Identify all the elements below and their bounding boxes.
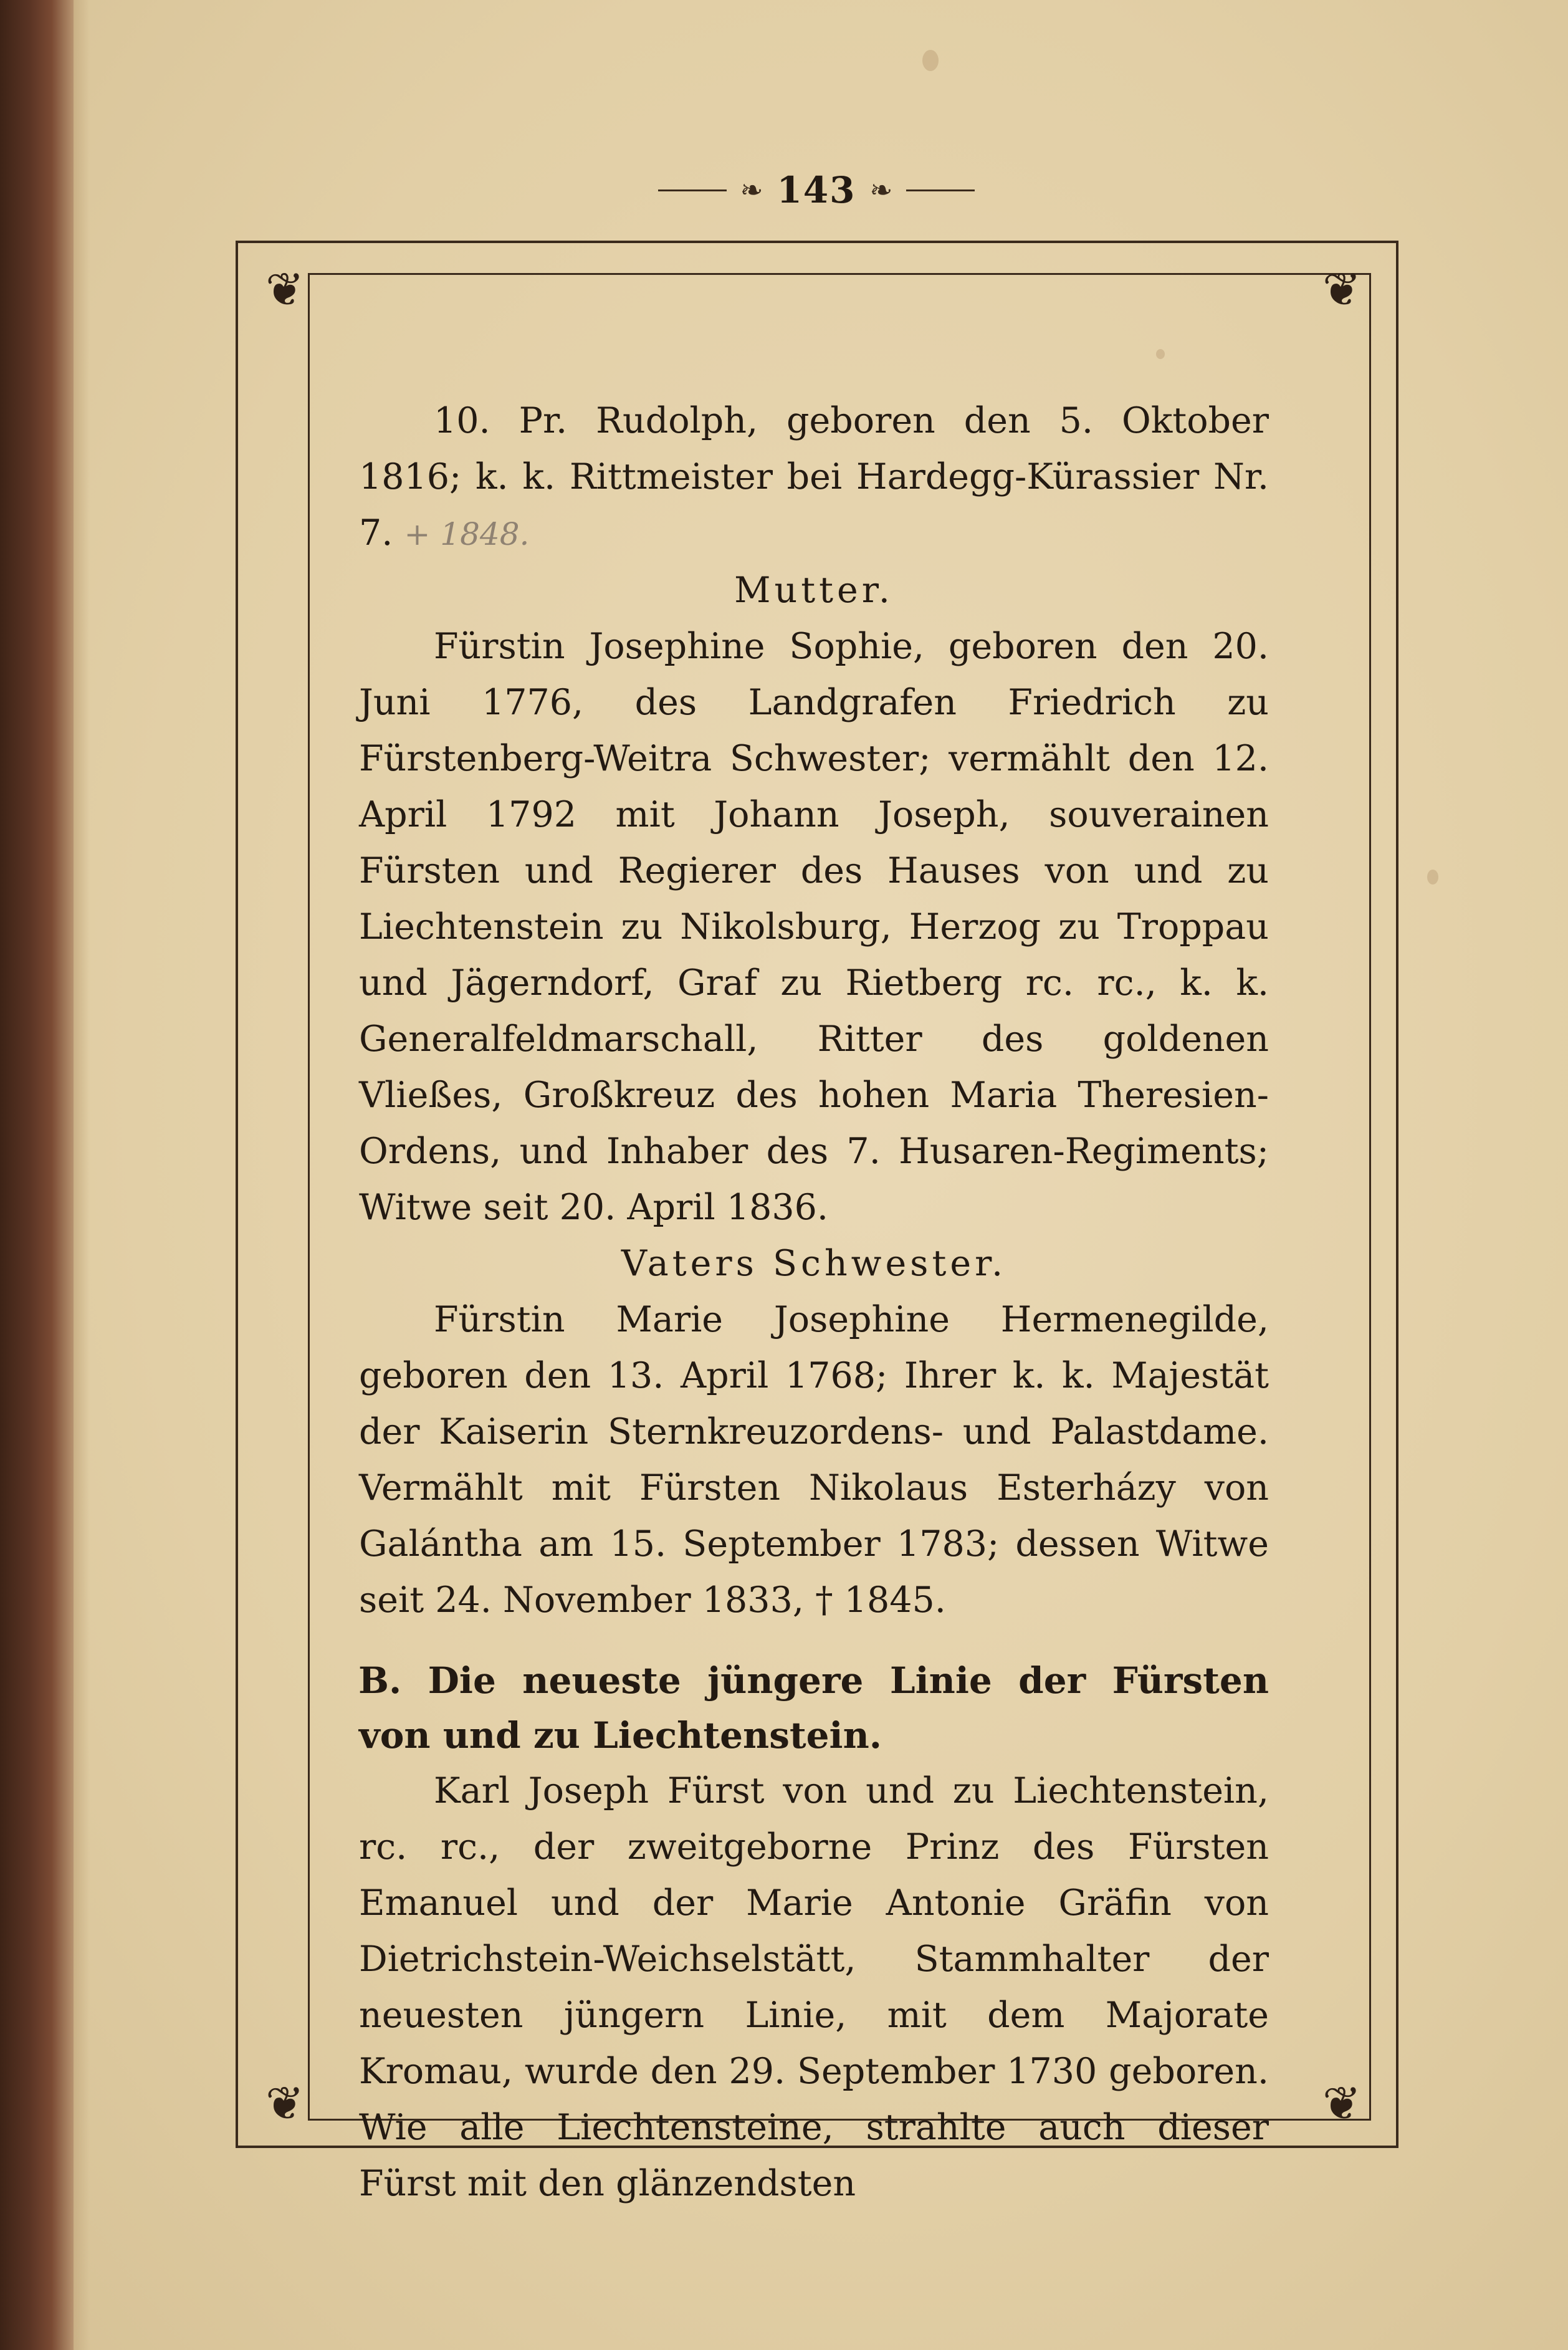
page-number: 143	[777, 169, 856, 211]
corner-ornament-icon: ❦	[1322, 263, 1361, 317]
entry-rudolph-text: 10. Pr. Rudolph, geboren den 5. Oktober 1816; k. k. Rittmeister bei Hardegg-Kürassier Nr. 7.	[359, 400, 1269, 554]
corner-ornament-icon: ❦	[265, 263, 304, 317]
section-heading: B. Die neueste jüngere Linie der Fürsten von und zu Liechtenstein.	[358, 1659, 1269, 1757]
page-body	[359, 393, 1269, 2212]
folio-rule-left	[658, 189, 727, 191]
corner-ornament-icon: ❦	[265, 2077, 304, 2131]
entry-rudolph	[359, 393, 1269, 562]
page-number-header	[642, 168, 991, 212]
foxing-spot	[1427, 870, 1438, 885]
handwritten-note: + 1848.	[404, 516, 530, 552]
entry-mutter: Fürstin Josephine Sophie, geboren den 20. Juni 1776, des Landgrafen Friedrich zu Fürstenberg-Weitra Schwester; vermählt den 12. April 1792 mit Johann Joseph, souverainen Fürsten und Regierer des Hauses von und zu Liechtenstein zu Nikolsburg, Herzog zu Troppau und Jägerndorf, Graf zu Rietberg rc. rc., k. k. Generalfeldmarschall, Ritter des goldenen Vließes, Großkreuz des hohen Maria Theresien-Ordens, und Inhaber des 7. Husaren-Regiments; Witwe seit 20. April 1836.	[359, 626, 1269, 1228]
fleuron-icon: ❧	[740, 174, 763, 206]
foxing-spot	[922, 50, 939, 71]
folio-rule-right	[906, 189, 975, 191]
book-binding	[0, 0, 74, 2350]
corner-ornament-icon: ❦	[1322, 2077, 1361, 2131]
entry-karl-joseph: Karl Joseph Fürst von und zu Liechtenstein, rc. rc., der zweitgeborne Prinz des Fürsten Emanuel und der Marie Antonie Gräfin von Dietrichstein-Weichselstätt, Stammhalter der neuesten jüngern Linie, mit dem Majorate Kromau, wurde den 29. September 1730 geboren. Wie alle Liechtensteine, strahlte auch dieser Fürst mit den glänzendsten	[359, 1770, 1269, 2204]
binding-shadow	[74, 0, 90, 2350]
entry-vaters-schwester: Fürstin Marie Josephine Hermenegilde, geboren den 13. April 1768; Ihrer k. k. Majestät der Kaiserin Sternkreuzordens- und Palastdame. Vermählt mit Fürsten Nikolaus Esterházy von Galántha am 15. September 1783; dessen Witwe seit 24. November 1833, † 1845.	[359, 1299, 1269, 1621]
subheading-vaters-schwester: Vaters Schwester.	[621, 1243, 1007, 1284]
fleuron-icon: ❧	[869, 174, 893, 206]
subheading-mutter: Mutter.	[734, 570, 894, 611]
